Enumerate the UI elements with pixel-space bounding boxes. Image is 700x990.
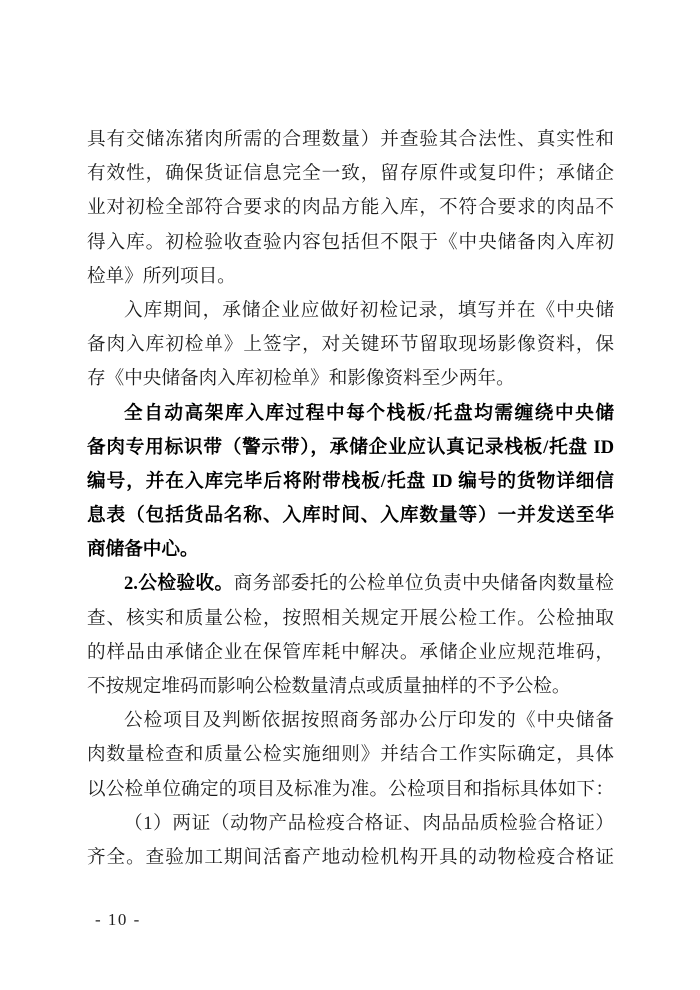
text-line — [87, 328, 614, 362]
text-run: 具有交储冻猪肉所需的合理数量）并查验其合法性、真实性和 — [87, 129, 614, 150]
text-line — [87, 773, 614, 807]
text-line — [87, 499, 614, 533]
text-line — [87, 704, 614, 738]
document-body — [87, 123, 614, 875]
text-run: 以公检单位确定的项目及标准为准。公检项目和指标具体如下： — [87, 778, 614, 800]
bold-text-run: 商储备中心。 — [87, 539, 199, 561]
text-line — [87, 636, 614, 670]
paragraph — [87, 123, 614, 294]
text-line — [87, 807, 614, 841]
bold-text-run: 备肉专用标识带（警示带），承储企业应认真记录栈板/托盘 ID — [87, 436, 614, 458]
bold-text-run: 全自动高架库入库过程中每个栈板/托盘均需缠绕中央储 — [124, 402, 614, 424]
paragraph — [87, 294, 614, 397]
paragraph — [87, 704, 614, 807]
paragraph — [87, 397, 614, 568]
text-run: 业对初检全部符合要求的肉品方能入库，不符合要求的肉品不 — [87, 197, 614, 219]
text-run: 有效性，确保货证信息完全一致，留存原件或复印件；承储企 — [87, 163, 614, 185]
text-line — [87, 738, 614, 772]
text-run: 的样品由承储企业在保管库耗中解决。承储企业应规范堆码， — [87, 641, 614, 663]
paragraph — [87, 567, 614, 704]
text-line — [87, 465, 614, 499]
text-line — [87, 431, 614, 465]
bold-text-run: 2.公检验收。 — [124, 573, 234, 595]
text-run: 入库期间，承储企业应做好初检记录，填写并在《中央储 — [124, 299, 614, 321]
text-run: 齐全。查验加工期间活畜产地动检机构开具的动物检疫合格证 — [87, 846, 614, 868]
text-line — [87, 362, 614, 396]
text-run: 肉数量检查和质量公检实施细则》并结合工作实际确定，具体 — [87, 744, 614, 766]
text-line — [87, 602, 614, 636]
bold-text-run: 编号，并在入库完毕后将附带栈板/托盘 ID 编号的货物详细信 — [87, 470, 614, 492]
text-run: 商务部委托的公检单位负责中央储备肉数量检 — [233, 573, 614, 595]
text-line — [87, 157, 614, 191]
page-number: - 10 - — [95, 910, 141, 929]
text-line — [87, 260, 614, 294]
text-run: 不按规定堆码而影响公检数量清点或质量抽样的不予公检。 — [87, 676, 571, 697]
text-run: 存《中央储备肉入库初检单》和影像资料至少两年。 — [87, 368, 515, 390]
text-run: 检单》所列项目。 — [87, 265, 236, 287]
paragraph — [87, 807, 614, 875]
text-line — [87, 670, 614, 704]
text-line — [87, 123, 614, 157]
text-run: 公检项目及判断依据按照商务部办公厅印发的《中央储备 — [124, 710, 614, 732]
text-line — [87, 397, 614, 431]
text-line — [87, 294, 614, 328]
text-line — [87, 226, 614, 260]
text-line — [87, 191, 614, 225]
text-line — [87, 567, 614, 601]
text-run: （1）两证（动物产品检疫合格证、肉品品质检验合格证） — [124, 812, 614, 834]
bold-text-run: 息表（包括货品名称、入库时间、入库数量等）一并发送至华 — [87, 505, 614, 527]
text-run: 备肉入库初检单》上签字，对关键环节留取现场影像资料，保 — [87, 334, 614, 356]
text-line — [87, 533, 614, 567]
text-run: 查、核实和质量公检，按照相关规定开展公检工作。公检抽取 — [87, 607, 614, 629]
text-line — [87, 841, 614, 875]
text-run: 得入库。初检验收查验内容包括但不限于《中央储备肉入库初 — [87, 231, 614, 253]
